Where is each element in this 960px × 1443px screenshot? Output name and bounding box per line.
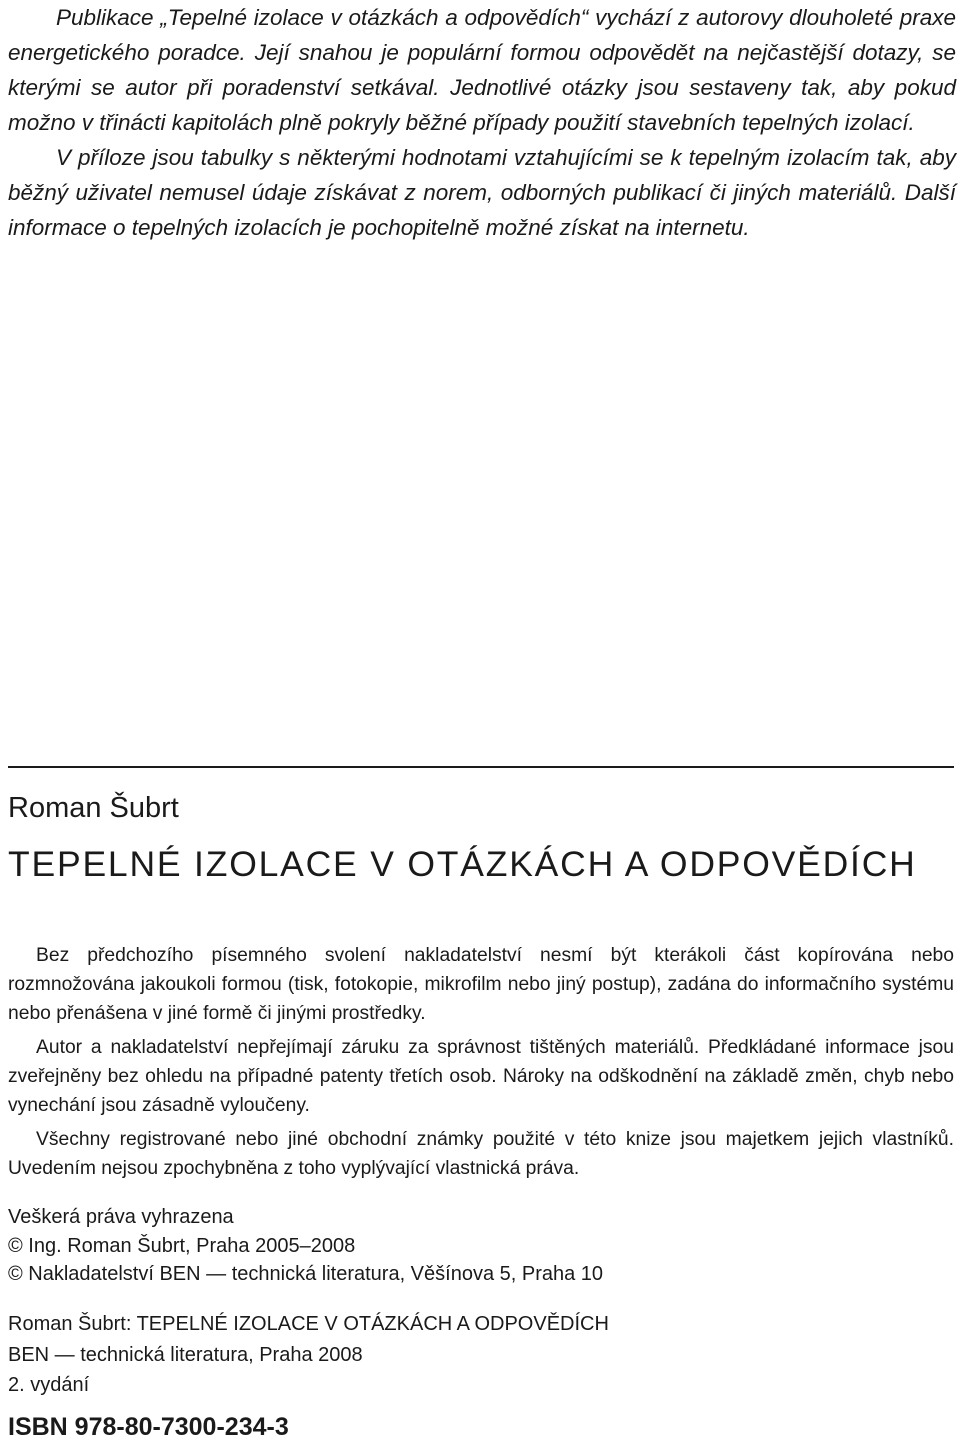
imprint-publisher: BEN — technická literatura, Praha 2008 (8, 1343, 363, 1366)
copyright-author: © Ing. Roman Šubrt, Praha 2005–2008 (8, 1234, 356, 1257)
copyright-publisher: © Nakladatelství BEN — technická literatura, Věšínova 5, Praha 10 (8, 1263, 604, 1285)
imprint-edition: 2. vydání (8, 1374, 90, 1396)
legal-notice (8, 941, 954, 1188)
legal-paragraph: Bez předchozího písemného svolení nakladatelství nesmí být kterákoli část kopírována nebo rozmnožována jakoukoli formou (tisk, fotokopie, mikrofilm nebo jiný postup), zadána do informačního systému nebo přenášena v jiné formě či jinými prostředky. (8, 945, 954, 1024)
rights-reserved: Veškerá práva vyhrazena (8, 1206, 234, 1228)
intro-text (8, 0, 956, 245)
intro-paragraph: Publikace „Tepelné izolace v otázkách a odpovědích“ vychází z autorovy dlouholeté praxe energetického poradce. Její snahou je populární formou odpovědět na nejčastější dotazy, se kterými se autor při poradenství setkával. Jednotlivé otázky jsou sestaveny tak, aby pokud možno v třinácti kapitolách plně pokryly běžné případy použití stavebních tepelných izolací. (8, 5, 956, 135)
book-title: TEPELNÉ IZOLACE V OTÁZKÁCH A ODPOVĚDÍCH (8, 844, 917, 884)
imprint-block (8, 1309, 609, 1401)
legal-paragraph: Autor a nakladatelství nepřejímají záruku za správnost tištěných materiálů. Předkládané informace jsou zveřejněny bez ohledu na případné patenty třetích osob. Nároky na odškodnění na základě změn, chyb nebo vynechání jsou zásadně vyloučeny. (8, 1037, 954, 1116)
book-author: Roman Šubrt (8, 792, 179, 824)
intro-paragraph: V příloze jsou tabulky s některými hodnotami vztahujícími se k tepelným izolacím tak, aby běžný uživatel nemusel údaje získávat z norem, odborných publikací či jiných materiálů. Další informace o tepelných izolacích je pochopitelně možné získat na internetu. (8, 145, 956, 240)
rights-block (8, 1203, 603, 1289)
horizontal-divider (8, 766, 954, 768)
isbn-number: ISBN 978-80-7300-234-3 (8, 1413, 289, 1441)
legal-paragraph: Všechny registrované nebo jiné obchodní známky použité v této knize jsou majetkem jejich vlastníků. Uvedením nejsou zpochybněna z toho vyplývající vlastnická práva. (8, 1129, 954, 1179)
imprint-citation: Roman Šubrt: TEPELNÉ IZOLACE V OTÁZKÁCH A ODPOVĚDÍCH (8, 1313, 609, 1335)
